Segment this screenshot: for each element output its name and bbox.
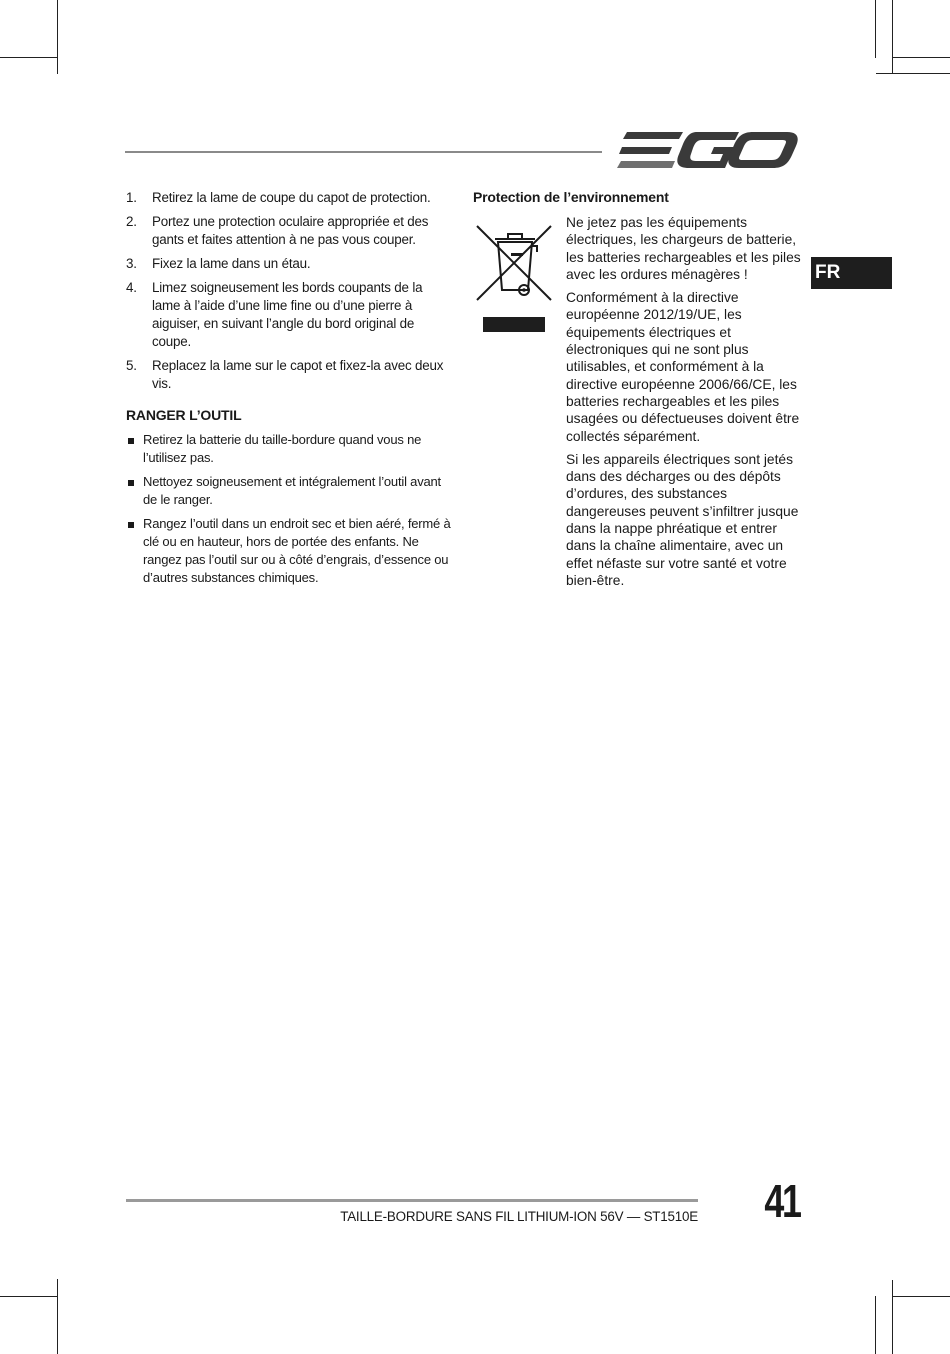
list-item: [126, 279, 454, 351]
step-number: 2.: [126, 214, 137, 229]
storage-text: Rangez l’outil dans un endroit sec et bien aéré, fermé à clé ou en hauteur, hors de portée des enfants. Ne rangez pas l’outil sur ou à côté d’engrais, d’essence ou d’autres substances chimiques.: [143, 516, 451, 585]
section-heading-storage: RANGER L’OUTIL: [126, 407, 242, 423]
header-rule: [125, 151, 602, 153]
crop-mark: [875, 1296, 876, 1354]
step-number: 5.: [126, 358, 137, 373]
page-number: 41: [764, 1175, 800, 1227]
step-text: Replacez la lame sur le capot et fixez-la avec deux vis.: [152, 358, 444, 391]
bullet-square-icon: [128, 438, 134, 444]
brand-logo: [617, 130, 799, 172]
sharpening-steps: [126, 189, 454, 393]
paragraph: Ne jetez pas les équipements électriques, les chargeurs de batterie, les batteries rechargeables et les piles avec les ordures ménagères !: [566, 215, 801, 282]
list-item: [126, 255, 454, 273]
step-text: Retirez la lame de coupe du capot de protection.: [152, 190, 431, 205]
bullet-square-icon: [128, 480, 134, 486]
step-text: Limez soigneusement les bords coupants de la lame à l’aide d’une lime fine ou d’une pierre à aiguiser, en suivant l’angle du bord original de coupe.: [152, 280, 423, 349]
crop-mark: [57, 1279, 58, 1354]
list-item: [126, 431, 454, 467]
storage-list: [126, 431, 454, 587]
list-item: [126, 473, 454, 509]
step-number: 4.: [126, 280, 137, 295]
step-text: Fixez la lame dans un étau.: [152, 256, 311, 271]
crop-mark: [876, 73, 950, 74]
section-heading-environment: Protection de l’environnement: [473, 189, 669, 205]
environment-text: [566, 214, 802, 595]
footer-product-line: TAILLE-BORDURE SANS FIL LITHIUM-ION 56V — ST1510E: [340, 1209, 698, 1224]
list-item: [126, 213, 454, 249]
footer-rule: [126, 1199, 698, 1202]
bullet-square-icon: [128, 522, 134, 528]
storage-text: Nettoyez soigneusement et intégralement l’outil avant de le ranger.: [143, 474, 441, 507]
crop-mark: [892, 1280, 893, 1354]
crop-mark: [875, 0, 876, 58]
list-item: [126, 357, 454, 393]
step-text: Portez une protection oculaire appropriée et des gants et faites attention à ne pas vous couper.: [152, 214, 429, 247]
crop-mark: [0, 57, 58, 58]
step-number: 1.: [126, 190, 137, 205]
language-tab: FR: [811, 257, 892, 289]
maintenance-column: [126, 189, 454, 593]
paragraph: Si les appareils électriques sont jetés dans des décharges ou des dépôts d’ordures, des substances dangereuses peuvent s’infiltrer jusque dans la nappe phréatique et entrer dans la chaîne alimentaire, avec un effet néfaste sur votre santé et votre bien-être.: [566, 451, 799, 588]
storage-text: Retirez la batterie du taille-bordure quand vous ne l’utilisez pas.: [143, 432, 422, 465]
crop-mark: [892, 1296, 950, 1297]
paragraph: Conformément à la directive européenne 2012/19/UE, les équipements électriques et électroniques qui ne sont plus utilisables, et conformément à la directive européenne 2006/66/CE, les batteries rechargeables et les piles usagées ou défectueuses doivent être collectés séparément.: [566, 290, 800, 444]
list-item: [126, 515, 454, 587]
step-number: 3.: [126, 256, 137, 271]
list-item: [126, 189, 454, 207]
crop-mark: [57, 0, 58, 74]
crop-mark: [892, 0, 893, 74]
crop-mark: [892, 57, 950, 58]
weee-crossed-out-bin-icon: [473, 222, 557, 334]
crop-mark: [0, 1296, 58, 1297]
